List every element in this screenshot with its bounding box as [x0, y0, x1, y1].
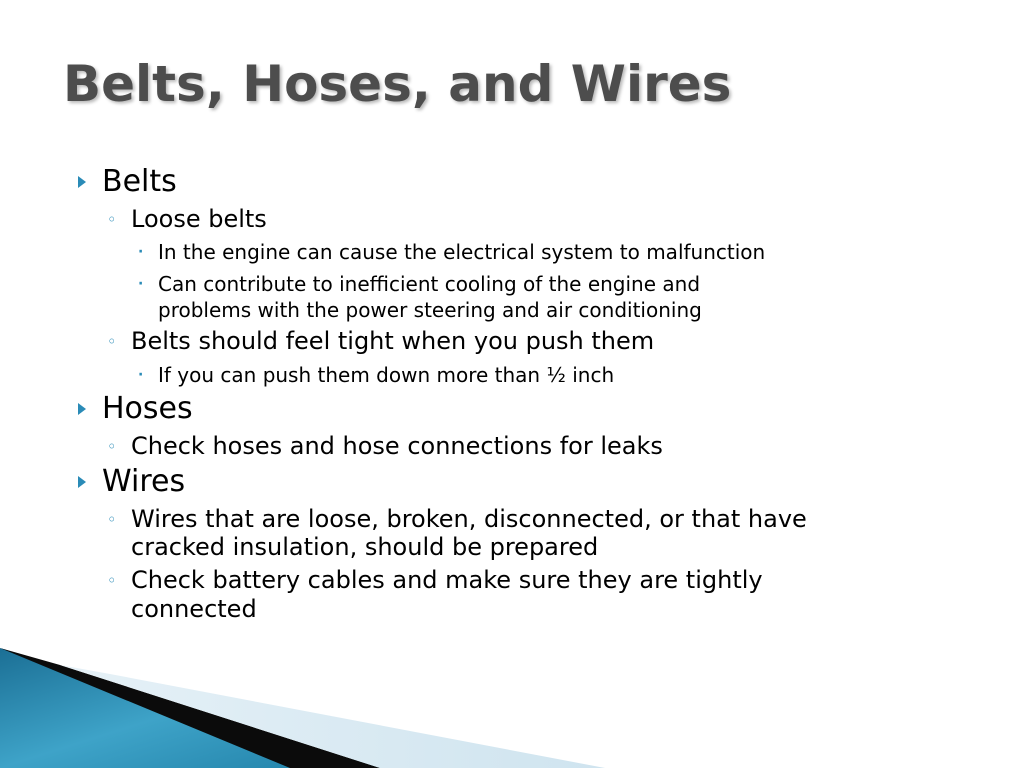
bullet-label: Wires: [102, 464, 186, 499]
circle-bullet-icon: ◦: [107, 210, 117, 229]
subbullet-label: Wires that are loose, broken, disconnected, or that have: [131, 505, 807, 533]
subbullet-label: Loose belts: [131, 205, 267, 233]
subsubbullet-text: If you can push them down more than ½ inch: [158, 363, 615, 387]
subbullet-label: cracked insulation, should be prepared: [131, 533, 599, 561]
circle-bullet-icon: ◦: [107, 332, 117, 351]
dot-bullet-icon: ·: [138, 367, 144, 383]
dot-bullet-icon: ·: [138, 244, 144, 260]
circle-bullet-icon: ◦: [107, 571, 117, 590]
subsubbullet-text: In the engine can cause the electrical system to malfunction: [158, 240, 766, 264]
dot-bullet-icon: ·: [138, 276, 144, 292]
bullet-label: Hoses: [102, 391, 193, 426]
subsubbullet-text: Can contribute to inefficient cooling of the engine and: [158, 272, 701, 296]
subbullet-label: connected: [131, 595, 257, 623]
subbullet-label: Check hoses and hose connections for leaks: [131, 432, 663, 460]
subsubbullet-text: problems with the power steering and air conditioning: [158, 298, 702, 322]
circle-bullet-icon: ◦: [107, 437, 117, 456]
slide-title: Belts, Hoses, and Wires: [63, 55, 732, 113]
subbullet-label: Check battery cables and make sure they are tightly: [131, 566, 763, 594]
bullet-label: Belts: [102, 164, 177, 199]
subbullet-label: Belts should feel tight when you push them: [131, 327, 655, 355]
circle-bullet-icon: ◦: [107, 510, 117, 529]
